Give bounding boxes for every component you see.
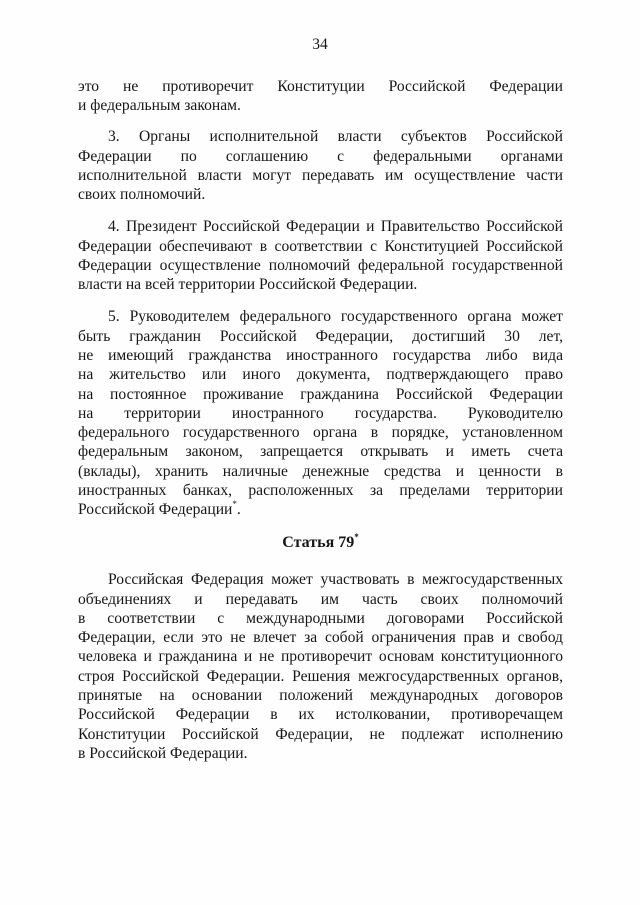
text-line-end: . <box>236 501 241 519</box>
document-body <box>78 77 563 763</box>
text-line: в Российской Федерации. <box>78 744 248 762</box>
text-line: Федерации, если это не влечет за собой ограничения прав и свобод <box>78 629 563 647</box>
text-line: не имеющий гражданства иностранного государства либо вида <box>78 346 563 364</box>
text-line: федерального государственного органа в порядке, установленном <box>78 424 563 442</box>
text-line: Федерации обеспечивают в соответствии с Конституцией Российской <box>78 237 563 255</box>
paragraph-continuation <box>78 77 563 116</box>
text-line: на жительство или иного документа, подтверждающего право <box>78 366 563 384</box>
text-line: 4. Президент Российской Федерации и Правительство Российской <box>108 218 563 236</box>
article-title: Статья 79 <box>282 534 355 552</box>
text-line: 5. Руководителем федерального государственного органа может <box>108 308 563 326</box>
text-line <box>78 500 563 519</box>
article-paragraph <box>78 570 563 763</box>
footnote-mark: * <box>354 532 359 543</box>
paragraph-item-4 <box>78 217 563 294</box>
text-line: Федерации по соглашению с федеральными органами <box>78 147 563 165</box>
text-line: Конституции Российской Федерации, не подлежат исполнению <box>78 725 563 743</box>
article-heading <box>78 533 563 552</box>
text-line: иностранных банках, расположенных за пределами территории <box>78 482 563 500</box>
page-number: 34 <box>312 36 328 53</box>
text-line: своих полномочий. <box>78 186 206 204</box>
paragraph-item-5 <box>78 307 563 519</box>
text-line: Российской Федерации в их истолковании, противоречащем <box>78 706 563 724</box>
text-line: власти на всей территории Российской Федерации. <box>78 276 418 294</box>
text-line: (вклады), хранить наличные денежные средства и ценности в <box>78 462 563 480</box>
text-line: Российская Федерация может участвовать в межгосударственных <box>108 571 563 589</box>
text-line: 3. Органы исполнительной власти субъектов Российской <box>108 128 563 146</box>
text-line: быть гражданин Российской Федерации, достигший 30 лет, <box>78 327 563 345</box>
text-line: объединениях и передавать им часть своих полномочий <box>78 590 563 608</box>
text-line: и федеральным законам. <box>78 97 241 115</box>
footnote-mark: * <box>232 499 237 510</box>
text-line: федеральным законом, запрещается открывать и иметь счета <box>78 443 563 461</box>
text-line: это не противоречит Конституции Российской Федерации <box>78 78 563 95</box>
text-line: в соответствии с международными договорами Российской <box>78 609 563 627</box>
text-line: Федерации осуществление полномочий федеральной государственной <box>78 256 563 274</box>
text-line: принятые на основании положений международных договоров <box>78 687 563 705</box>
text-line-content: Российской Федерации <box>78 501 233 519</box>
text-line: строя Российской Федерации. Решения межгосударственных органов, <box>78 667 563 685</box>
text-line: человека и гражданина и не противоречит основам конституционного <box>78 648 563 666</box>
text-line: на постоянное проживание гражданина Российской Федерации <box>78 385 563 403</box>
paragraph-item-3 <box>78 127 563 204</box>
text-line: на территории иностранного государства. Руководителю <box>78 404 563 422</box>
text-line: исполнительной власти могут передавать им осуществление части <box>78 166 563 184</box>
